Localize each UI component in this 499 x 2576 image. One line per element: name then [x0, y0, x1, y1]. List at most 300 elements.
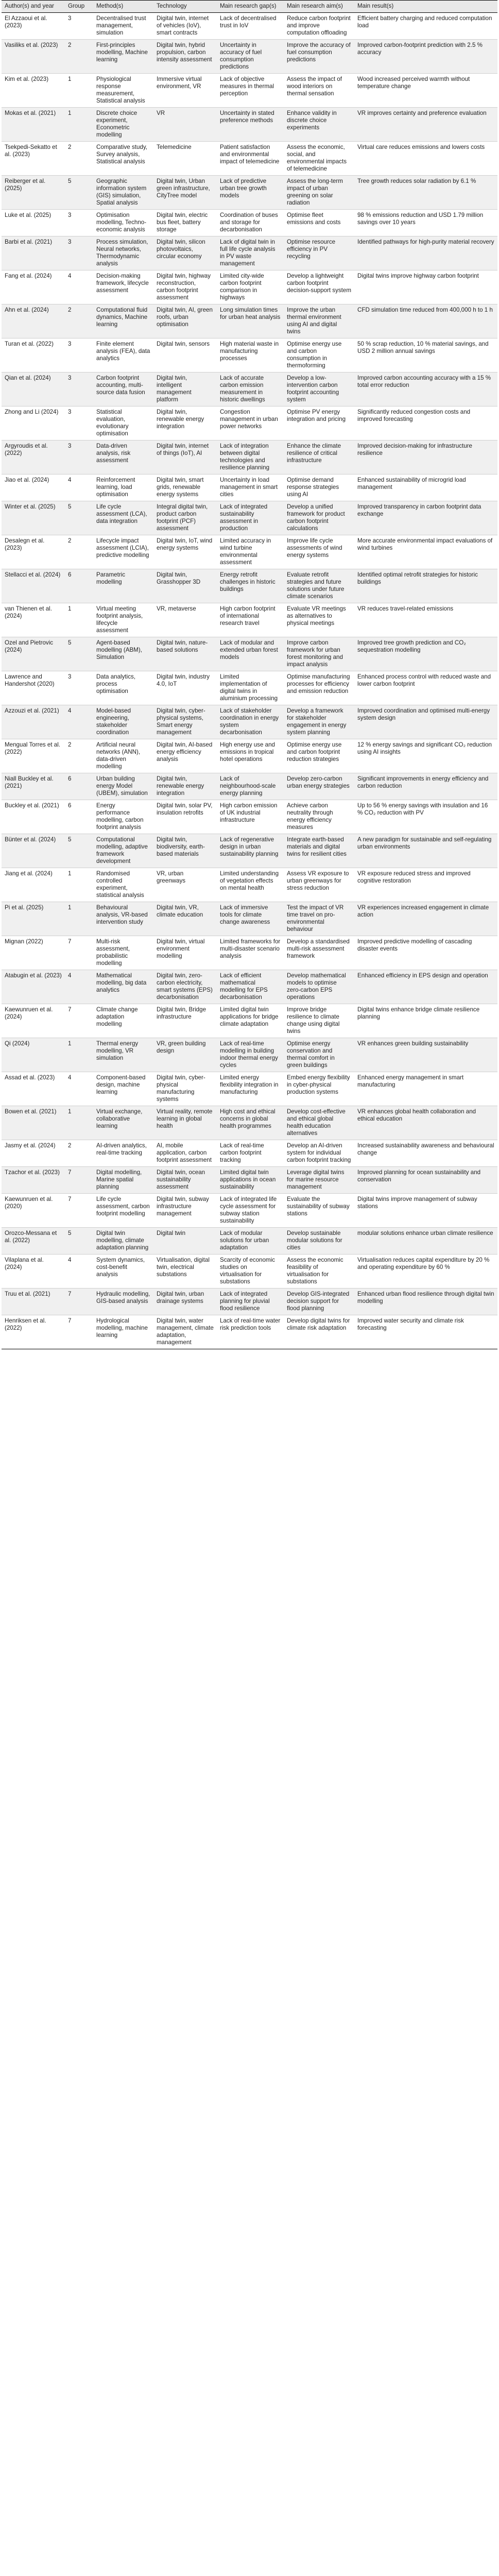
- technology-cell: Digital twin, urban drainage systems: [153, 1289, 217, 1315]
- research-aim-cell: Improve carbon framework for urban forest monitoring and impact analysis: [284, 637, 354, 671]
- author-year-cell: Niall Buckley et al. (2021): [2, 773, 65, 800]
- research-aim-cell: Develop mathematical models to optimise zero-carbon EPS operations: [284, 970, 354, 1004]
- table-row: [2, 936, 497, 970]
- result-cell: VR reduces travel-related emissions: [354, 603, 497, 637]
- result-cell: VR improves certainty and preference evaluation: [354, 108, 497, 142]
- table-row: [2, 40, 497, 74]
- research-gap-cell: Limited city-wide carbon footprint comparison in highways: [217, 270, 284, 304]
- research-gap-cell: High carbon emission of UK industrial infrastructure: [217, 800, 284, 834]
- group-cell: 4: [65, 1072, 93, 1106]
- research-aim-cell: Develop a unified framework for product carbon footprint calculations: [284, 501, 354, 535]
- methods-cell: Multi-risk assessment, probabilistic modelling: [93, 936, 153, 970]
- result-cell: VR enhances global health collaboration and ethical education: [354, 1106, 497, 1140]
- table-row: [2, 705, 497, 739]
- author-year-cell: Reiberger et al. (2025): [2, 176, 65, 210]
- author-year-cell: Lawrence and Handershot (2020): [2, 671, 65, 705]
- research-aim-cell: Enhance validity in discrete choice experiments: [284, 108, 354, 142]
- table-row: [2, 142, 497, 176]
- column-header-result: Main result(s): [354, 1, 497, 13]
- group-cell: 1: [65, 108, 93, 142]
- research-aim-cell: Develop an AI-driven system for individual carbon footprint tracking: [284, 1140, 354, 1167]
- technology-cell: Digital twin, industry 4.0, IoT: [153, 671, 217, 705]
- research-gap-cell: Lack of efficient mathematical modelling for EPS decarbonisation: [217, 970, 284, 1004]
- technology-cell: Digital twin, nature-based solutions: [153, 637, 217, 671]
- group-cell: 7: [65, 1315, 93, 1349]
- group-cell: 3: [65, 236, 93, 270]
- technology-cell: Integral digital twin, product carbon footprint (PCF) assessment: [153, 501, 217, 535]
- table-header-row: [2, 1, 497, 13]
- technology-cell: Digital twin, solar PV, insulation retrofits: [153, 800, 217, 834]
- technology-cell: VR, metaverse: [153, 603, 217, 637]
- table-row: [2, 671, 497, 705]
- research-aim-cell: Assess VR exposure to urban greenways for stress reduction: [284, 868, 354, 902]
- methods-cell: Life cycle assessment, carbon footprint modelling: [93, 1194, 153, 1228]
- research-gap-cell: Lack of neighbourhood-scale energy planning: [217, 773, 284, 800]
- result-cell: Significant improvements in energy efficiency and carbon reduction: [354, 773, 497, 800]
- technology-cell: Digital twin, renewable energy integration: [153, 773, 217, 800]
- author-year-cell: Ahn et al. (2024): [2, 304, 65, 338]
- technology-cell: VR, green building design: [153, 1038, 217, 1072]
- methods-cell: Optimisation modelling, Techno-economic analysis: [93, 210, 153, 236]
- technology-cell: Digital twin, virtual environment modelling: [153, 936, 217, 970]
- result-cell: Increased sustainability awareness and behavioural change: [354, 1140, 497, 1167]
- author-year-cell: Ozel and Pietrovic (2024): [2, 637, 65, 671]
- result-cell: 50 % scrap reduction, 10 % material savings, and USD 2 million annual savings: [354, 338, 497, 372]
- technology-cell: Digital twin, Grasshopper 3D: [153, 569, 217, 603]
- technology-cell: Digital twin, ocean sustainability assessment: [153, 1167, 217, 1194]
- technology-cell: Virtualisation, digital twin, electrical substations: [153, 1255, 217, 1289]
- result-cell: Tree growth reduces solar radiation by 6.1 %: [354, 176, 497, 210]
- author-year-cell: Jasmy et al. (2024): [2, 1140, 65, 1167]
- technology-cell: Digital twin, renewable energy integration: [153, 406, 217, 440]
- research-aim-cell: Improve bridge resilience to climate change using digital twins: [284, 1004, 354, 1038]
- methods-cell: Discrete choice experiment, Econometric modelling: [93, 108, 153, 142]
- research-gap-cell: Lack of integrated sustainability assessment in production: [217, 501, 284, 535]
- result-cell: Significantly reduced congestion costs and improved forecasting: [354, 406, 497, 440]
- research-gap-cell: Lack of stakeholder coordination in energy system decarbonisation: [217, 705, 284, 739]
- research-gap-cell: Lack of real-time modelling in building indoor thermal energy cycles: [217, 1038, 284, 1072]
- research-aim-cell: Integrate earth-based materials and digital twins for resilient cities: [284, 834, 354, 868]
- technology-cell: Digital twin, water management, climate adaptation, management: [153, 1315, 217, 1349]
- column-header-research-aim: Main research aim(s): [284, 1, 354, 13]
- research-gap-cell: Lack of immersive tools for climate change awareness: [217, 902, 284, 936]
- author-year-cell: Mengual Torres et al. (2022): [2, 739, 65, 773]
- technology-cell: Digital twin, sensors: [153, 338, 217, 372]
- methods-cell: Lifecycle impact assessment (LCIA), predictive modelling: [93, 535, 153, 569]
- methods-cell: Behavioural analysis, VR-based intervention study: [93, 902, 153, 936]
- table-row: [2, 637, 497, 671]
- research-gap-cell: Limited implementation of digital twins in aluminium processing: [217, 671, 284, 705]
- research-aim-cell: Improve the urban thermal environment using AI and digital twins: [284, 304, 354, 338]
- methods-cell: Decentralised trust management, simulation: [93, 13, 153, 40]
- research-gap-cell: Uncertainty in stated preference methods: [217, 108, 284, 142]
- result-cell: VR experiences increased engagement in climate action: [354, 902, 497, 936]
- methods-cell: Artificial neural networks (ANN), data-driven modelling: [93, 739, 153, 773]
- table-row: [2, 74, 497, 108]
- column-header-group: Group: [65, 1, 93, 13]
- research-gap-cell: Lack of integrated planning for pluvial flood resilience: [217, 1289, 284, 1315]
- technology-cell: Digital twin, hybrid propulsion, carbon intensity assessment: [153, 40, 217, 74]
- table-row: [2, 970, 497, 1004]
- column-header-author-year: Author(s) and year: [2, 1, 65, 13]
- research-aim-cell: Improve life cycle assessments of wind energy systems: [284, 535, 354, 569]
- table-row: [2, 1255, 497, 1289]
- group-cell: 7: [65, 1194, 93, 1228]
- methods-cell: Computational modelling, adaptive framework development: [93, 834, 153, 868]
- author-year-cell: Assad et al. (2023): [2, 1072, 65, 1106]
- author-year-cell: Vasiliks et al. (2023): [2, 40, 65, 74]
- research-gap-cell: Lack of objective measures in thermal perception: [217, 74, 284, 108]
- table-row: [2, 210, 497, 236]
- research-gap-cell: Lack of modular solutions for urban adaptation: [217, 1228, 284, 1255]
- research-aim-cell: Develop a lightweight carbon footprint decision-support system: [284, 270, 354, 304]
- group-cell: 5: [65, 637, 93, 671]
- methods-cell: Agent-based modelling (ABM), Simulation: [93, 637, 153, 671]
- author-year-cell: Truu et al. (2021): [2, 1289, 65, 1315]
- group-cell: 7: [65, 936, 93, 970]
- research-aim-cell: Optimise resource efficiency in PV recycling: [284, 236, 354, 270]
- group-cell: 1: [65, 902, 93, 936]
- methods-cell: Climate change adaptation modelling: [93, 1004, 153, 1038]
- author-year-cell: van Thienen et al. (2024): [2, 603, 65, 637]
- table-row: [2, 108, 497, 142]
- table-row: [2, 406, 497, 440]
- result-cell: Up to 56 % energy savings with insulation and 16 % CO₂ reduction with PV: [354, 800, 497, 834]
- group-cell: 7: [65, 1167, 93, 1194]
- research-gap-cell: Lack of digital twin in full life cycle analysis in PV waste management: [217, 236, 284, 270]
- research-aim-cell: Develop digital twins for climate risk adaptation: [284, 1315, 354, 1349]
- methods-cell: Energy performance modelling, carbon footprint analysis: [93, 800, 153, 834]
- literature-review-table: [2, 0, 497, 1349]
- result-cell: Improved water security and climate risk forecasting: [354, 1315, 497, 1349]
- research-gap-cell: Limited understanding of vegetation effects on mental health: [217, 868, 284, 902]
- technology-cell: Digital twin, VR, climate education: [153, 902, 217, 936]
- author-year-cell: Mignan (2022): [2, 936, 65, 970]
- group-cell: 4: [65, 970, 93, 1004]
- research-aim-cell: Embed energy flexibility in cyber-physical production systems: [284, 1072, 354, 1106]
- methods-cell: Virtual meeting footprint analysis, lifecycle assessment: [93, 603, 153, 637]
- author-year-cell: Buckley et al. (2021): [2, 800, 65, 834]
- group-cell: 1: [65, 603, 93, 637]
- group-cell: 2: [65, 535, 93, 569]
- research-aim-cell: Assess the impact of wood interiors on thermal sensation: [284, 74, 354, 108]
- author-year-cell: Stellacci et al. (2024): [2, 569, 65, 603]
- result-cell: Improved tree growth prediction and CO₂ sequestration modelling: [354, 637, 497, 671]
- result-cell: Improved coordination and optimised multi-energy system design: [354, 705, 497, 739]
- methods-cell: AI-driven analytics, real-time tracking: [93, 1140, 153, 1167]
- author-year-cell: Atabugin et al. (2023): [2, 970, 65, 1004]
- result-cell: Improved predictive modelling of cascading disaster events: [354, 936, 497, 970]
- research-aim-cell: Optimise energy conservation and thermal comfort in green buildings: [284, 1038, 354, 1072]
- result-cell: CFD simulation time reduced from 400,000 h to 1 h: [354, 304, 497, 338]
- methods-cell: Mathematical modelling, big data analytics: [93, 970, 153, 1004]
- author-year-cell: Winter et al. (2025): [2, 501, 65, 535]
- group-cell: 2: [65, 40, 93, 74]
- methods-cell: Thermal energy modelling, VR simulation: [93, 1038, 153, 1072]
- research-aim-cell: Improve the accuracy of fuel consumption predictions: [284, 40, 354, 74]
- group-cell: 2: [65, 304, 93, 338]
- author-year-cell: Henriksen et al. (2022): [2, 1315, 65, 1349]
- table-row: [2, 773, 497, 800]
- table-row: [2, 338, 497, 372]
- table-body: [2, 13, 497, 1349]
- technology-cell: Digital twin, Bridge infrastructure: [153, 1004, 217, 1038]
- methods-cell: Digital modelling, Marine spatial planning: [93, 1167, 153, 1194]
- research-gap-cell: Limited frameworks for multi-disaster scenario analysis: [217, 936, 284, 970]
- methods-cell: Statistical evaluation, evolutionary optimisation: [93, 406, 153, 440]
- research-aim-cell: Assess the long-term impact of urban greening on solar radiation: [284, 176, 354, 210]
- methods-cell: Physiological response measurement, Statistical analysis: [93, 74, 153, 108]
- group-cell: 3: [65, 338, 93, 372]
- technology-cell: Digital twin: [153, 1228, 217, 1255]
- research-aim-cell: Optimise fleet emissions and costs: [284, 210, 354, 236]
- group-cell: 6: [65, 773, 93, 800]
- research-gap-cell: Coordination of buses and storage for decarbonisation: [217, 210, 284, 236]
- research-gap-cell: Patient satisfaction and environmental impact of telemedicine: [217, 142, 284, 176]
- research-gap-cell: High carbon footprint of international research travel: [217, 603, 284, 637]
- group-cell: 1: [65, 1106, 93, 1140]
- technology-cell: Digital twin, cyber-physical systems, Smart energy management: [153, 705, 217, 739]
- methods-cell: Geographic information system (GIS) simulation, Spatial analysis: [93, 176, 153, 210]
- group-cell: 3: [65, 440, 93, 474]
- result-cell: Improved decision-making for infrastructure resilience: [354, 440, 497, 474]
- result-cell: Improved carbon-footprint prediction with 2.5 % accuracy: [354, 40, 497, 74]
- research-gap-cell: Lack of real-time water risk prediction tools: [217, 1315, 284, 1349]
- table-row: [2, 372, 497, 406]
- author-year-cell: Mokas et al. (2021): [2, 108, 65, 142]
- column-header-technology: Technology: [153, 1, 217, 13]
- result-cell: Improved transparency in carbon footprint data exchange: [354, 501, 497, 535]
- group-cell: 6: [65, 569, 93, 603]
- table-row: [2, 13, 497, 40]
- research-aim-cell: Assess the economic, social, and environmental impacts of telemedicine: [284, 142, 354, 176]
- research-aim-cell: Evaluate VR meetings as alternatives to physical meetings: [284, 603, 354, 637]
- result-cell: Enhanced sustainability of microgrid load management: [354, 474, 497, 501]
- group-cell: 5: [65, 834, 93, 868]
- research-gap-cell: Lack of regenerative design in urban sustainability planning: [217, 834, 284, 868]
- research-aim-cell: Assess the economic feasibility of virtualisation for substations: [284, 1255, 354, 1289]
- research-aim-cell: Optimise energy use and carbon consumption in thermoforming: [284, 338, 354, 372]
- research-gap-cell: Lack of integrated life cycle assessment for subway station sustainability: [217, 1194, 284, 1228]
- result-cell: 12 % energy savings and significant CO₂ reduction using AI insights: [354, 739, 497, 773]
- methods-cell: Component-based design, machine learning: [93, 1072, 153, 1106]
- methods-cell: Comparative study, Survey analysis, Statistical analysis: [93, 142, 153, 176]
- author-year-cell: Vilaplana et al. (2024): [2, 1255, 65, 1289]
- table-row: [2, 1228, 497, 1255]
- table-row: [2, 800, 497, 834]
- methods-cell: System dynamics, cost-benefit analysis: [93, 1255, 153, 1289]
- research-gap-cell: Scarcity of economic studies on virtualisation for substations: [217, 1255, 284, 1289]
- methods-cell: Virtual exchange, collaborative learning: [93, 1106, 153, 1140]
- table-row: [2, 176, 497, 210]
- result-cell: Enhanced urban flood resilience through digital twin modelling: [354, 1289, 497, 1315]
- methods-cell: Parametric modelling: [93, 569, 153, 603]
- result-cell: Improved carbon accounting accuracy with a 15 % total error reduction: [354, 372, 497, 406]
- research-aim-cell: Develop a standardised multi-risk assessment framework: [284, 936, 354, 970]
- technology-cell: Digital twin, cyber-physical manufacturing systems: [153, 1072, 217, 1106]
- group-cell: 7: [65, 1289, 93, 1315]
- research-aim-cell: Evaluate the sustainability of subway stations: [284, 1194, 354, 1228]
- result-cell: Enhanced efficiency in EPS design and operation: [354, 970, 497, 1004]
- result-cell: Digital twins improve management of subway stations: [354, 1194, 497, 1228]
- author-year-cell: Argyroudis et al. (2022): [2, 440, 65, 474]
- research-gap-cell: Long simulation times for urban heat analysis: [217, 304, 284, 338]
- research-aim-cell: Develop zero-carbon urban energy strategies: [284, 773, 354, 800]
- author-year-cell: El Azzaoui et al. (2023): [2, 13, 65, 40]
- table-row: [2, 1315, 497, 1349]
- research-gap-cell: High energy use and emissions in tropical hotel operations: [217, 739, 284, 773]
- research-gap-cell: High cost and ethical concerns in global health programmes: [217, 1106, 284, 1140]
- author-year-cell: Kim et al. (2023): [2, 74, 65, 108]
- author-year-cell: Orozco-Messana et al. (2022): [2, 1228, 65, 1255]
- author-year-cell: Jiang et al. (2024): [2, 868, 65, 902]
- technology-cell: Digital twin, internet of vehicles (IoV), smart contracts: [153, 13, 217, 40]
- methods-cell: Digital twin modelling, climate adaptation planning: [93, 1228, 153, 1255]
- research-gap-cell: Lack of predictive urban tree growth models: [217, 176, 284, 210]
- methods-cell: Hydrological modelling, machine learning: [93, 1315, 153, 1349]
- table-row: [2, 1194, 497, 1228]
- result-cell: Identified optimal retrofit strategies for historic buildings: [354, 569, 497, 603]
- author-year-cell: Desalegn et al. (2023): [2, 535, 65, 569]
- result-cell: VR enhances green building sustainability: [354, 1038, 497, 1072]
- author-year-cell: Zhong and Li (2024): [2, 406, 65, 440]
- table-row: [2, 1140, 497, 1167]
- research-gap-cell: High material waste in manufacturing processes: [217, 338, 284, 372]
- result-cell: Enhanced process control with reduced waste and lower carbon footprint: [354, 671, 497, 705]
- research-aim-cell: Test the impact of VR time travel on pro-environmental behaviour: [284, 902, 354, 936]
- table-row: [2, 1106, 497, 1140]
- research-gap-cell: Lack of accurate carbon emission measurement in historic dwellings: [217, 372, 284, 406]
- author-year-cell: Pi et al. (2025): [2, 902, 65, 936]
- technology-cell: Virtual reality, remote learning in global health: [153, 1106, 217, 1140]
- methods-cell: Process simulation, Neural networks, Thermodynamic analysis: [93, 236, 153, 270]
- research-gap-cell: Limited energy flexibility integration in manufacturing: [217, 1072, 284, 1106]
- result-cell: modular solutions enhance urban climate resilience: [354, 1228, 497, 1255]
- technology-cell: Digital twin, biodiversity, earth-based materials: [153, 834, 217, 868]
- research-aim-cell: Reduce carbon footprint and improve computation offloading: [284, 13, 354, 40]
- methods-cell: Data-driven analysis, risk assessment: [93, 440, 153, 474]
- author-year-cell: Azzouzi et al. (2021): [2, 705, 65, 739]
- technology-cell: Digital twin, smart grids, renewable energy systems: [153, 474, 217, 501]
- table-row: [2, 739, 497, 773]
- table-row: [2, 603, 497, 637]
- author-year-cell: Qi (2024): [2, 1038, 65, 1072]
- research-aim-cell: Enhance the climate resilience of critical infrastructure: [284, 440, 354, 474]
- result-cell: Digital twins improve highway carbon footprint: [354, 270, 497, 304]
- group-cell: 2: [65, 739, 93, 773]
- group-cell: 5: [65, 176, 93, 210]
- group-cell: 3: [65, 372, 93, 406]
- table-row: [2, 868, 497, 902]
- table-row: [2, 440, 497, 474]
- result-cell: A new paradigm for sustainable and self-regulating urban environments: [354, 834, 497, 868]
- table-row: [2, 304, 497, 338]
- group-cell: 2: [65, 142, 93, 176]
- research-gap-cell: Energy retrofit challenges in historic buildings: [217, 569, 284, 603]
- technology-cell: Digital twin, silicon photovoltaics, circular economy: [153, 236, 217, 270]
- methods-cell: Carbon footprint accounting, multi-source data fusion: [93, 372, 153, 406]
- research-gap-cell: Limited accuracy in wind turbine environmental assessment: [217, 535, 284, 569]
- result-cell: Wood increased perceived warmth without temperature change: [354, 74, 497, 108]
- column-header-research-gap: Main research gap(s): [217, 1, 284, 13]
- research-gap-cell: Congestion management in urban power networks: [217, 406, 284, 440]
- technology-cell: Digital twin, intelligent management platform: [153, 372, 217, 406]
- research-aim-cell: Optimise manufacturing processes for efficiency and emission reduction: [284, 671, 354, 705]
- author-year-cell: Kaewunruen et al. (2020): [2, 1194, 65, 1228]
- methods-cell: Decision-making framework, lifecycle assessment: [93, 270, 153, 304]
- group-cell: 7: [65, 1004, 93, 1038]
- research-aim-cell: Develop a low-intervention carbon footprint accounting system: [284, 372, 354, 406]
- author-year-cell: Turan et al. (2022): [2, 338, 65, 372]
- result-cell: More accurate environmental impact evaluations of wind turbines: [354, 535, 497, 569]
- group-cell: 3: [65, 406, 93, 440]
- methods-cell: Finite element analysis (FEA), data analytics: [93, 338, 153, 372]
- research-aim-cell: Evaluate retrofit strategies and future solutions under future climate scenarios: [284, 569, 354, 603]
- result-cell: Improved planning for ocean sustainability and conservation: [354, 1167, 497, 1194]
- group-cell: 2: [65, 1140, 93, 1167]
- author-year-cell: Barbi et al. (2021): [2, 236, 65, 270]
- group-cell: 1: [65, 74, 93, 108]
- group-cell: 4: [65, 1255, 93, 1289]
- methods-cell: Data analytics, process optimisation: [93, 671, 153, 705]
- table-row: [2, 1289, 497, 1315]
- technology-cell: Digital twin, IoT, wind energy systems: [153, 535, 217, 569]
- group-cell: 3: [65, 13, 93, 40]
- table-row: [2, 270, 497, 304]
- author-year-cell: Tzachor et al. (2023): [2, 1167, 65, 1194]
- result-cell: Virtual care reduces emissions and lowers costs: [354, 142, 497, 176]
- author-year-cell: Tsekpedi-Sekatto et al. (2023): [2, 142, 65, 176]
- research-gap-cell: Uncertainty in accuracy of fuel consumption predictions: [217, 40, 284, 74]
- group-cell: 5: [65, 501, 93, 535]
- group-cell: 1: [65, 868, 93, 902]
- technology-cell: Digital twin, AI-based energy efficiency analysis: [153, 739, 217, 773]
- technology-cell: AI, mobile application, carbon footprint assessment: [153, 1140, 217, 1167]
- research-gap-cell: Lack of decentralised trust in IoV: [217, 13, 284, 40]
- technology-cell: Digital twin, internet of things (IoT), AI: [153, 440, 217, 474]
- table-row: [2, 902, 497, 936]
- table-row: [2, 236, 497, 270]
- technology-cell: VR: [153, 108, 217, 142]
- methods-cell: Urban building energy Model (UBEM), simulation: [93, 773, 153, 800]
- technology-cell: Digital twin, AI, green roofs, urban optimisation: [153, 304, 217, 338]
- methods-cell: Computational fluid dynamics, Machine learning: [93, 304, 153, 338]
- result-cell: Identified pathways for high-purity material recovery: [354, 236, 497, 270]
- group-cell: 5: [65, 1228, 93, 1255]
- table-row: [2, 834, 497, 868]
- research-aim-cell: Develop a framework for stakeholder engagement in energy system planning: [284, 705, 354, 739]
- group-cell: 3: [65, 671, 93, 705]
- group-cell: 4: [65, 705, 93, 739]
- group-cell: 4: [65, 474, 93, 501]
- methods-cell: Hydraulic modelling, GIS-based analysis: [93, 1289, 153, 1315]
- table-row: [2, 1004, 497, 1038]
- result-cell: Enhanced energy management in smart manufacturing: [354, 1072, 497, 1106]
- author-year-cell: Jiao et al. (2024): [2, 474, 65, 501]
- technology-cell: Digital twin, highway reconstruction, carbon footprint assessment: [153, 270, 217, 304]
- research-gap-cell: Lack of integration between digital technologies and resilience planning: [217, 440, 284, 474]
- author-year-cell: Qian et al. (2024): [2, 372, 65, 406]
- group-cell: 3: [65, 210, 93, 236]
- group-cell: 6: [65, 800, 93, 834]
- research-gap-cell: Lack of real-time carbon footprint tracking: [217, 1140, 284, 1167]
- author-year-cell: Kaewunruen et al. (2024): [2, 1004, 65, 1038]
- technology-cell: Digital twin, subway infrastructure management: [153, 1194, 217, 1228]
- result-cell: VR exposure reduced stress and improved cognitive restoration: [354, 868, 497, 902]
- research-aim-cell: Develop sustainable modular solutions for cities: [284, 1228, 354, 1255]
- research-aim-cell: Optimise demand response strategies using AI: [284, 474, 354, 501]
- technology-cell: Digital twin, zero-carbon electricity, smart systems (EPS) decarbonisation: [153, 970, 217, 1004]
